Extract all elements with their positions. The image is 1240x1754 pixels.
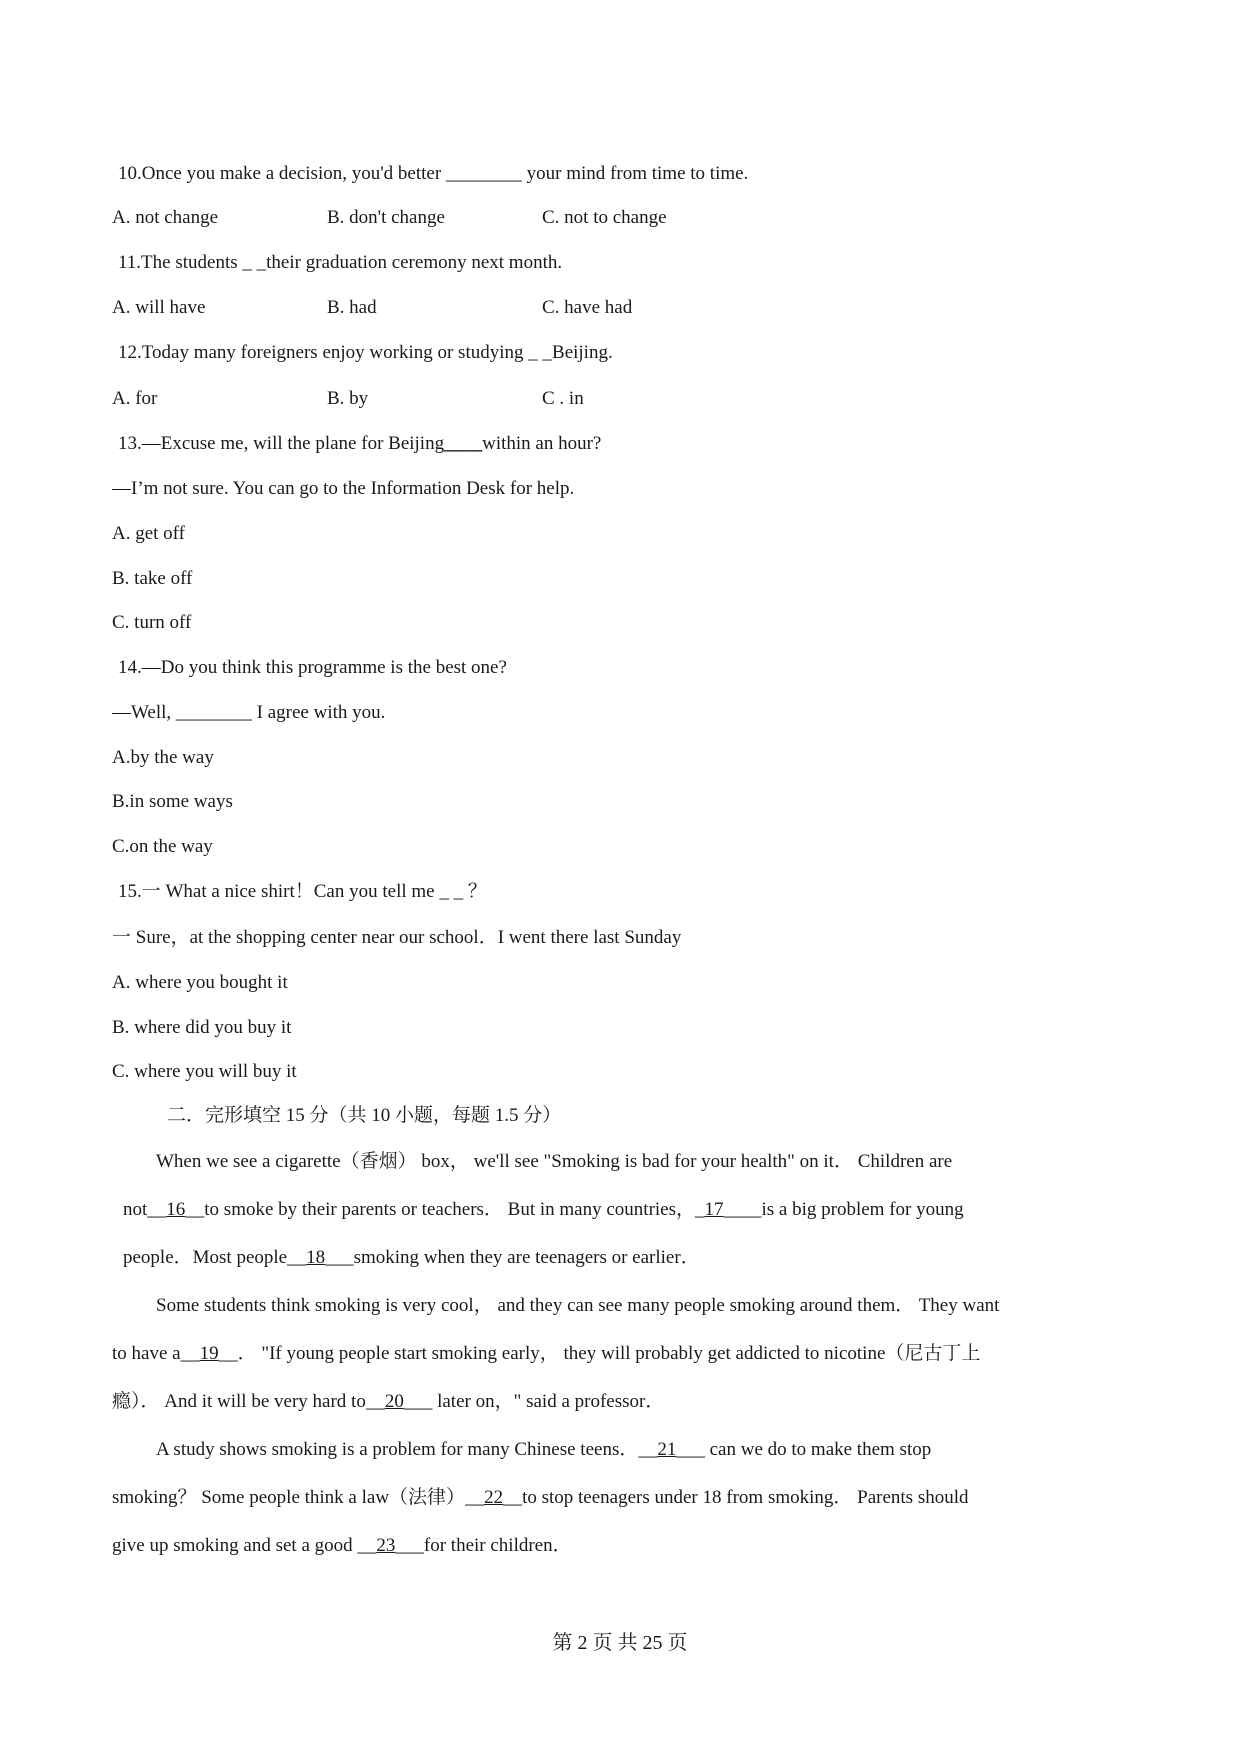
passage-text: A study shows smoking is a problem for many Chinese teens． <box>156 1439 639 1460</box>
passage-text: Some students think smoking is very cool， and they can see many people smoking around them． They want <box>156 1295 1000 1316</box>
question-number: 14. <box>118 657 142 678</box>
option-a: A. not change <box>112 207 219 228</box>
stem-text: The students <box>141 252 243 273</box>
blank-pad: _ <box>695 1199 705 1220</box>
blank-number-21: 21 <box>657 1439 677 1460</box>
blank-pad: ___ <box>676 1439 705 1460</box>
stem-text: Beijing. <box>552 342 613 363</box>
stem-text: their graduation ceremony next month. <box>266 252 563 273</box>
passage-text: give up smoking and set a good <box>112 1535 358 1556</box>
passage-text: ． "If young people start smoking early， they will probably get addicted to nicotine（尼古丁上 <box>237 1343 981 1364</box>
passage-text: for their children． <box>423 1535 572 1556</box>
passage-line <box>156 1150 952 1174</box>
passage-line <box>112 1390 664 1414</box>
stem-text: ？ <box>463 881 487 902</box>
blank-number-19: 19 <box>199 1343 219 1364</box>
stem-text: —Excuse me, will the plane for Beijing <box>141 433 445 454</box>
question-number: 13. <box>118 433 142 454</box>
stem-text: —Do you think this programme is the best one? <box>141 657 507 678</box>
question-13-stem <box>118 432 601 456</box>
question-15-stem <box>118 880 487 904</box>
question-10-stem <box>118 162 748 186</box>
question-14-stem <box>118 656 507 680</box>
question-15-reply: 一 Sure，at the shopping center near our school．I went there last Sunday <box>112 927 682 948</box>
question-number: 11. <box>118 252 142 273</box>
stem-text: Today many foreigners enjoy working or studying <box>141 342 529 363</box>
passage-text: to stop teenagers under 18 from smoking． Parents should <box>522 1487 969 1508</box>
question-11-stem <box>118 251 562 275</box>
blank-pad: __ <box>147 1199 167 1220</box>
passage-text: to have a <box>112 1343 181 1364</box>
option-b: B. by <box>327 388 369 409</box>
blank-number-20: 20 <box>384 1391 404 1412</box>
blank-number-23: 23 <box>376 1535 396 1556</box>
option-a: A. for <box>112 388 158 409</box>
stem-text: Once you make a decision, you'd better <box>141 163 446 184</box>
question-number: 10. <box>118 163 142 184</box>
blank-pad: ___ <box>403 1391 433 1412</box>
question-14-reply <box>112 701 385 725</box>
stem-text: within an hour? <box>482 433 602 454</box>
page-number-label: 第 2 页 共 25 页 <box>552 1632 688 1654</box>
passage-text: people．Most people <box>123 1247 288 1268</box>
option-c: C. have had <box>542 297 633 318</box>
passage-line <box>112 1342 980 1366</box>
passage-line <box>156 1438 931 1462</box>
answer-blank: _ _ <box>242 252 267 273</box>
option-c: C. not to change <box>542 207 667 228</box>
passage-line <box>123 1198 964 1222</box>
blank-pad: ___ <box>395 1535 424 1556</box>
question-13-reply: —I’m not sure. You can go to the Information Desk for help. <box>112 478 575 499</box>
passage-text: When we see a cigarette（香烟） box， we'll see "Smoking is bad for your health" on it． Children are <box>156 1151 953 1172</box>
section-heading: 二．完形填空 15 分（共 10 小题，每题 1.5 分） <box>167 1105 562 1126</box>
passage-line <box>156 1294 999 1318</box>
blank-pad: __ <box>357 1535 377 1556</box>
stem-text: your mind from time to time. <box>521 163 749 184</box>
passage-text: is a big problem for young <box>761 1199 964 1220</box>
option-a: A. where you bought it <box>112 972 288 993</box>
reply-text: —Well, <box>112 702 176 723</box>
blank-pad: __ <box>503 1487 523 1508</box>
blank-number-17: 17 <box>704 1199 724 1220</box>
option-c: C.on the way <box>112 836 213 857</box>
blank-number-22: 22 <box>484 1487 504 1508</box>
blank-pad: __ <box>287 1247 307 1268</box>
question-12-stem <box>118 341 613 365</box>
blank-pad: __ <box>185 1199 205 1220</box>
stem-text: 一 What a nice shirt！Can you tell me <box>141 881 440 902</box>
option-b: B. where did you buy it <box>112 1017 292 1038</box>
passage-text: to smoke by their parents or teachers． But in many countries， <box>204 1199 695 1220</box>
passage-line <box>112 1486 969 1510</box>
option-b: B. had <box>327 297 377 318</box>
option-c: C. turn off <box>112 612 192 633</box>
blank-pad: __ <box>638 1439 658 1460</box>
option-c: C . in <box>542 388 584 409</box>
blank-pad: __ <box>218 1343 238 1364</box>
option-b: B.in some ways <box>112 791 233 812</box>
option-b: B. don't change <box>327 207 445 228</box>
answer-blank: ________ <box>445 163 522 184</box>
blank-pad: __ <box>180 1343 200 1364</box>
blank-number-16: 16 <box>166 1199 186 1220</box>
option-a: A. get off <box>112 523 185 544</box>
passage-text: can we do to make them stop <box>704 1439 932 1460</box>
answer-blank: _ _ <box>528 342 553 363</box>
option-a: A. will have <box>112 297 206 318</box>
blank-pad: __ <box>365 1391 385 1412</box>
passage-text: later on，" said a professor． <box>432 1391 665 1412</box>
answer-blank: _ _ <box>439 881 464 902</box>
passage-line <box>112 1534 572 1558</box>
page-footer <box>0 1626 1240 1655</box>
option-c: C. where you will buy it <box>112 1061 297 1082</box>
option-a: A.by the way <box>112 747 214 768</box>
blank-number-18: 18 <box>306 1247 326 1268</box>
passage-text: smoking when they are teenagers or earlier． <box>353 1247 700 1268</box>
blank-pad: ____ <box>723 1199 762 1220</box>
question-number: 12. <box>118 342 142 363</box>
passage-text: not <box>123 1199 148 1220</box>
blank-pad: ___ <box>325 1247 354 1268</box>
reply-text: I agree with you. <box>251 702 386 723</box>
passage-line <box>123 1246 700 1270</box>
answer-blank: ____ <box>444 433 483 454</box>
blank-pad: __ <box>465 1487 485 1508</box>
question-number: 15. <box>118 881 142 902</box>
passage-text: 瘾）． And it will be very hard to <box>112 1391 366 1412</box>
answer-blank: ________ <box>175 702 252 723</box>
passage-text: smoking？ Some people think a law（法律） <box>112 1487 466 1508</box>
option-b: B. take off <box>112 568 193 589</box>
